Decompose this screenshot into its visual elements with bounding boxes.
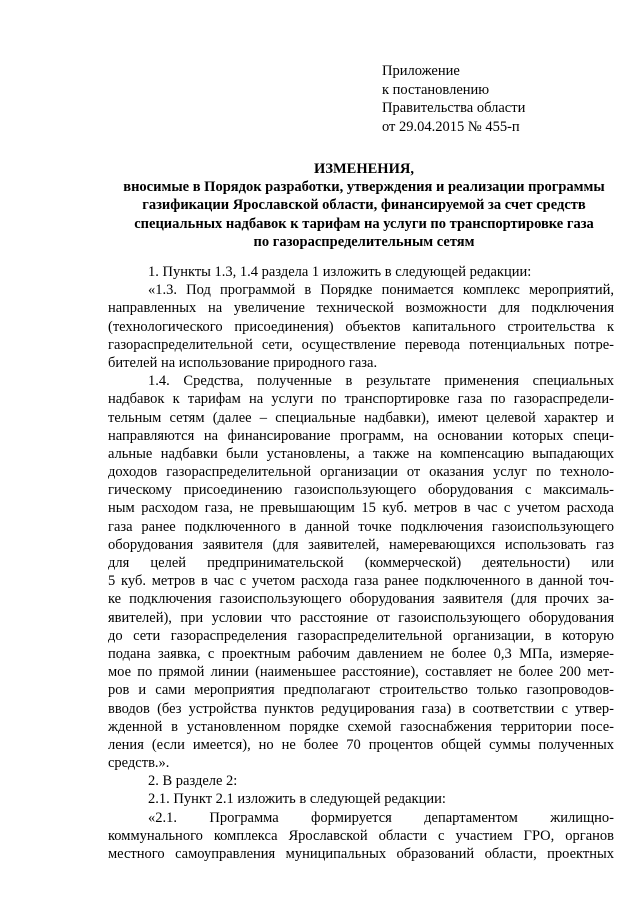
title-line: по газораспределительным сетям (253, 233, 475, 250)
body-line: 1. Пункты 1.3, 1.4 раздела 1 изложить в следующей редакции: (148, 264, 532, 280)
title-heading: ИЗМЕНЕНИЯ, (314, 161, 414, 177)
body-line: тельным сетям (далее – специальные надбавки), имеют целевой характер и (108, 409, 614, 426)
body-line: бителей на использование природного газа. (108, 354, 378, 371)
appendix-header (382, 62, 525, 136)
body-line: оборудования заявителя (для заявителей, намеревающихся использовать газ (108, 536, 614, 553)
body-line: доходов газораспределительной организации от оказания услуг по техноло- (108, 464, 614, 481)
body-line: «1.3. Под программой в Порядке понимается комплекс мероприятий, (148, 282, 614, 299)
body-text (108, 263, 614, 863)
body-line: надбавок к тарифам на услуги по транспортировке газа по газораспредели- (108, 391, 614, 408)
body-line: направляются на финансирование программ, на основании которых специ- (108, 427, 614, 444)
body-line: ров и сами мероприятия предполагают строительство только газопроводов- (108, 682, 614, 699)
body-line: альные надбавки были установлены, а также на компенсацию выпадающих (108, 445, 614, 462)
body-line: коммунального комплекса Ярославской области с участием ГРО, органов (108, 827, 614, 844)
body-line: до сети газораспределения газораспределительной организации, в которую (108, 627, 614, 644)
body-line: местного самоуправления муниципальных образований области, проектных (108, 846, 614, 862)
appendix-line: Правительства области (382, 100, 526, 116)
body-line: «2.1. Программа формируется департаментом жилищно- (148, 809, 614, 826)
body-line: для целей предпринимательской (коммерческой) деятельности) или (108, 555, 614, 571)
body-line: 5 куб. метров в час с учетом расхода газа ранее подключенного в данной точ- (108, 573, 614, 590)
body-line: (технологического присоединения) объектов капитального строительства к (108, 318, 614, 335)
title-line: вносимые в Порядок разработки, утверждения и реализации программы (123, 179, 605, 196)
document-title (105, 160, 623, 251)
title-line: специальных надбавок к тарифам на услуги по транспортировке газа (134, 215, 594, 232)
appendix-line: от 29.04.2015 № 455-п (382, 118, 520, 135)
title-line: газификации Ярославской области, финансируемой за счет средств (142, 197, 586, 214)
appendix-line: к постановлению (382, 81, 490, 98)
body-line: 2. В разделе 2: (148, 773, 238, 790)
body-line: явителей), при условии что расстояние от газоиспользующего оборудования (108, 609, 614, 626)
body-line: ным расходом газа, не превышающим 15 куб. метров в час с учетом расхода (108, 500, 614, 517)
body-line: жденной в установленном порядке схемой газоснабжения территории посе- (108, 718, 614, 735)
body-line: газораспределительной сети, осуществление перевода потенциальных потре- (108, 336, 614, 353)
body-line: вводов (без устройства пунктов редуцирования газа) в соответствии с утвер- (108, 700, 614, 717)
body-line: ления (если имеется), но не более 70 процентов общей суммы полученных (108, 736, 614, 753)
body-line: направленных на увеличение технической возможности для подключения (108, 300, 614, 317)
body-line: ке подключения газоиспользующего оборудования заявителя (для прочих за- (108, 591, 614, 608)
body-line: гическому присоединению газоиспользующего оборудования с максималь- (108, 482, 614, 499)
body-line: газа ранее подключенного в данной точке подключения газоиспользующего (108, 518, 614, 535)
body-line: средств.». (108, 755, 170, 772)
body-line: подана заявка, с проектным рабочим давлением не более 0,3 МПа, измеряе- (108, 645, 614, 662)
body-line: мое по прямой линии (наименьшее расстояние), составляет не более 200 мет- (108, 664, 614, 681)
body-line: 1.4. Средства, полученные в результате применения специальных (148, 373, 614, 390)
body-line: 2.1. Пункт 2.1 изложить в следующей редакции: (148, 791, 446, 808)
appendix-line: Приложение (382, 63, 460, 79)
